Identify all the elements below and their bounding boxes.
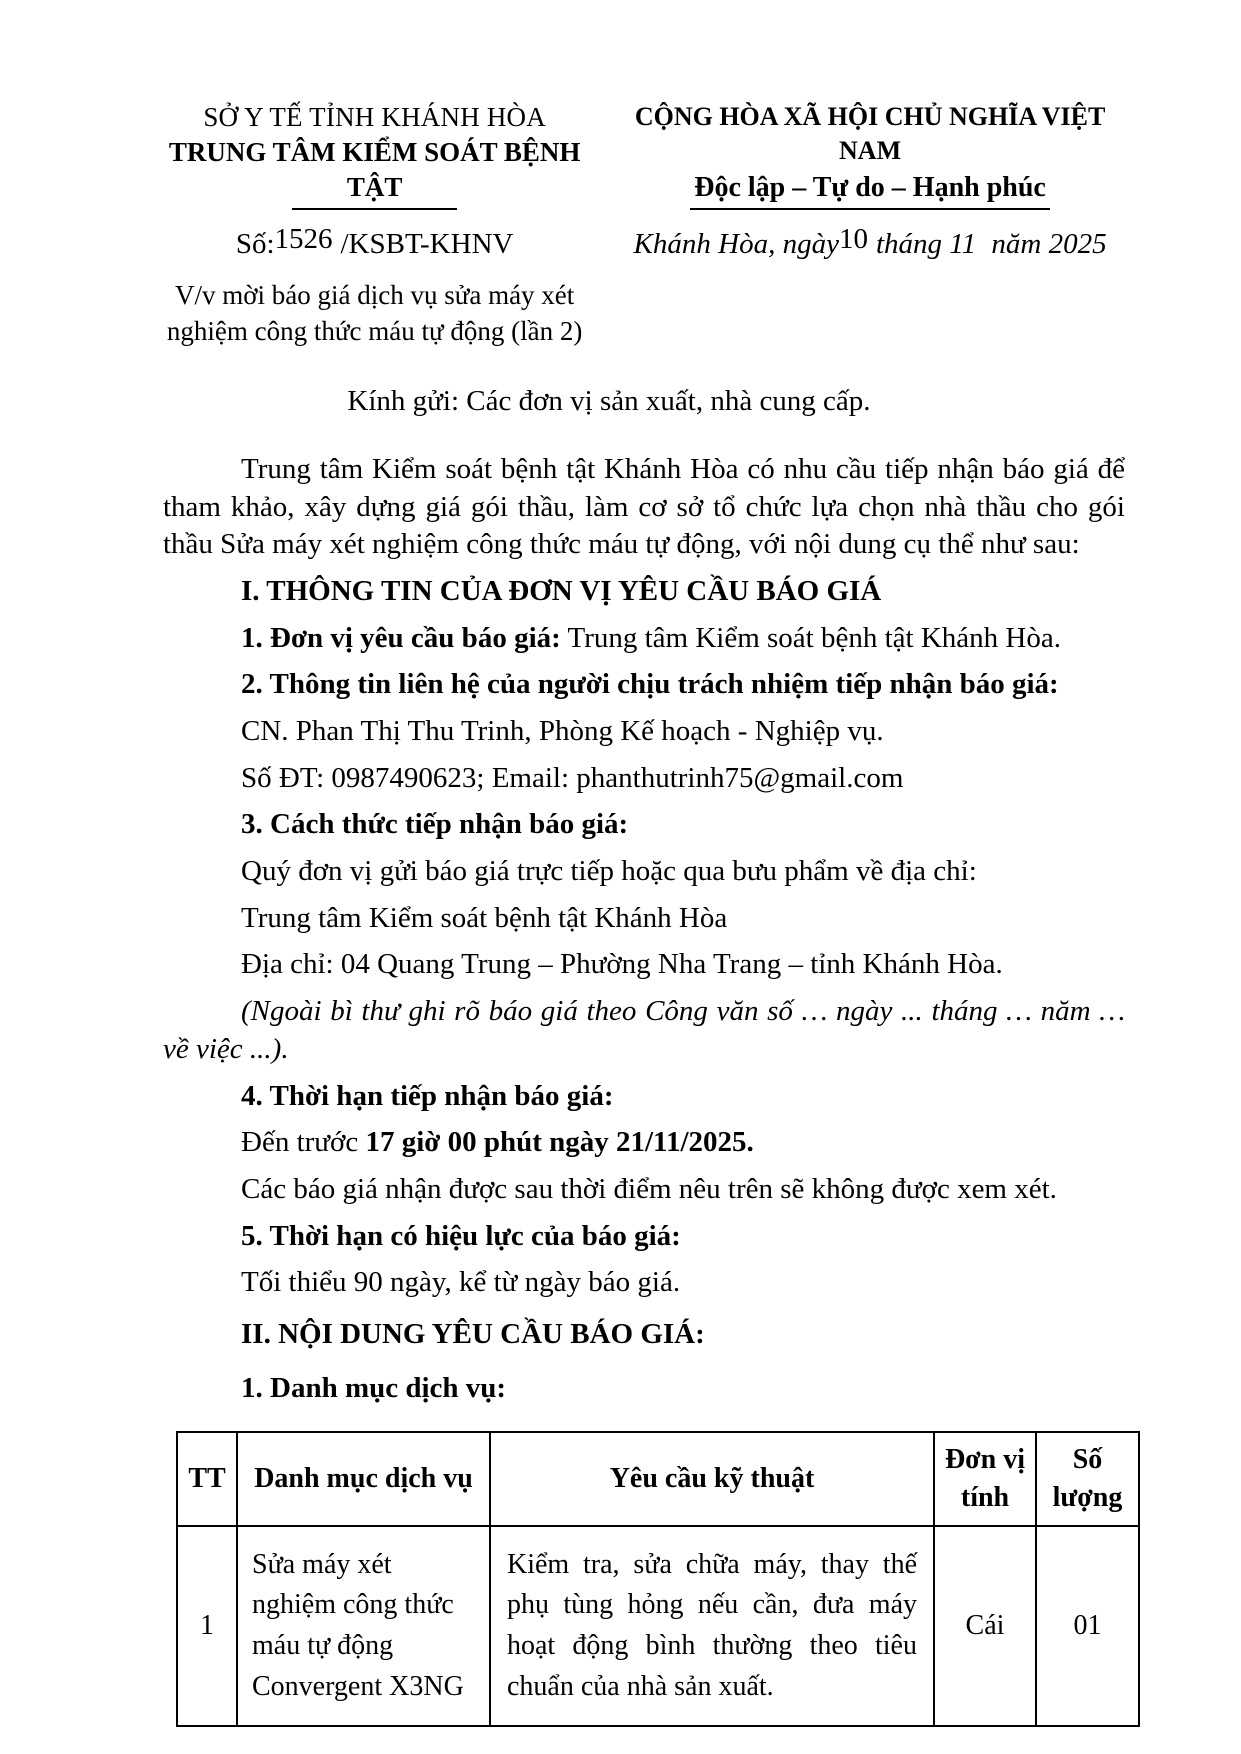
item-1 <box>163 620 1125 658</box>
table-row <box>177 1526 1139 1726</box>
org-name: TRUNG TÂM KIỂM SOÁT BỆNH TẬT <box>168 137 581 203</box>
cell-service-name: Sửa máy xét nghiệm công thức máu tự động Convergent X3NG <box>237 1526 490 1726</box>
cell-unit: Cái <box>934 1526 1036 1726</box>
item-1-text: Trung tâm Kiểm soát bệnh tật Khánh Hòa. <box>560 621 1061 654</box>
deadline-prefix: Đến trước <box>241 1126 366 1159</box>
national-header-block <box>615 100 1125 210</box>
cell-quantity: 01 <box>1036 1526 1139 1726</box>
validity-line: Tối thiểu 90 ngày, kể từ ngày báo giá. <box>241 1266 681 1299</box>
document-header <box>163 100 1125 210</box>
deadline-line <box>163 1124 1125 1162</box>
cell-tt: 1 <box>177 1526 237 1726</box>
cell-tech-requirement: Kiểm tra, sửa chữa máy, thay thế phụ tùng hỏng nếu cần, đưa máy hoạt động bình thường theo tiêu chuẩn của nhà sản xuất. <box>490 1526 934 1726</box>
date-year: năm 2025 <box>991 228 1107 261</box>
envelope-note: (Ngoài bì thư ghi rõ báo giá theo Công văn số … ngày ... tháng … năm … về việc ...). <box>163 995 1125 1065</box>
service-table <box>176 1431 1140 1727</box>
doc-number-label: Số: <box>235 228 275 261</box>
org-underline <box>292 208 457 210</box>
col-header-service: Danh mục dịch vụ <box>237 1432 490 1526</box>
item-3-label: 3. Cách thức tiếp nhận báo giá: <box>241 808 629 841</box>
date-month: tháng 11 <box>875 228 977 261</box>
section-2-heading: II. NỘI DUNG YÊU CẦU BÁO GIÁ: <box>241 1317 705 1350</box>
doc-number-suffix: /KSBT-KHNV <box>340 228 514 261</box>
doc-number-value: 1526 <box>274 223 333 256</box>
col-header-tt: TT <box>177 1432 237 1526</box>
national-motto: Độc lập – Tự do – Hạnh phúc <box>690 170 1050 210</box>
salutation: Kính gửi: Các đơn vị sản xuất, nhà cung cấp. <box>347 385 871 418</box>
deadline-value: 17 giờ 00 phút ngày 21/11/2025. <box>365 1126 754 1159</box>
section-2-sub1: 1. Danh mục dịch vụ: <box>241 1371 507 1404</box>
contact-name-line: CN. Phan Thị Thu Trinh, Phòng Kế hoạch - Nghiệp vụ. <box>241 715 884 748</box>
table-header-row <box>177 1432 1139 1526</box>
item-4-label: 4. Thời hạn tiếp nhận báo giá: <box>241 1079 614 1112</box>
issuing-org-block <box>163 100 586 210</box>
col-header-qty: Số lượng <box>1036 1432 1139 1526</box>
item-5-label: 5. Thời hạn có hiệu lực của báo giá: <box>241 1219 681 1252</box>
document-number <box>163 223 586 264</box>
method-line-2: Trung tâm Kiểm soát bệnh tật Khánh Hòa <box>241 901 728 934</box>
col-header-tech: Yêu cầu kỹ thuật <box>490 1432 934 1526</box>
method-line-1: Quý đơn vị gửi báo giá trực tiếp hoặc qua bưu phẩm về địa chỉ: <box>241 855 977 888</box>
document-subject <box>163 278 586 349</box>
parent-org-name: SỞ Y TẾ TỈNH KHÁNH HÒA <box>203 102 546 132</box>
contact-phone-email-line: Số ĐT: 0987490623; Email: phanthutrinh75@gmail.com <box>241 761 904 794</box>
col-header-unit: Đơn vị tính <box>934 1432 1036 1526</box>
national-title: CỘNG HÒA XÃ HỘI CHỦ NGHĨA VIỆT NAM <box>634 102 1106 165</box>
subject-line-1: V/v mời báo giá dịch vụ sửa máy xét <box>174 279 575 310</box>
document-date <box>615 223 1125 264</box>
number-date-row <box>163 223 1125 264</box>
subject-line-2: nghiệm công thức máu tự động (lần 2) <box>166 315 583 346</box>
method-line-3: Địa chỉ: 04 Quang Trung – Phường Nha Trang – tỉnh Khánh Hòa. <box>241 948 1003 981</box>
item-2-label: 2. Thông tin liên hệ của người chịu trách nhiệm tiếp nhận báo giá: <box>241 668 1059 701</box>
date-prefix: Khánh Hòa, ngày <box>633 228 839 261</box>
intro-paragraph: Trung tâm Kiểm soát bệnh tật Khánh Hòa có nhu cầu tiếp nhận báo giá để tham khảo, xây dựng giá gói thầu, làm cơ sở tổ chức lựa chọn nhà thầu cho gói thầu Sửa máy xét nghiệm công thức máu tự động, với nội dung cụ thể như sau: <box>163 452 1125 561</box>
deadline-note: Các báo giá nhận được sau thời điểm nêu trên sẽ không được xem xét. <box>241 1172 1057 1205</box>
date-day: 10 <box>838 223 868 256</box>
section-1-heading: I. THÔNG TIN CỦA ĐƠN VỊ YÊU CẦU BÁO GIÁ <box>241 574 882 607</box>
item-1-label: 1. Đơn vị yêu cầu báo giá: <box>241 621 561 654</box>
